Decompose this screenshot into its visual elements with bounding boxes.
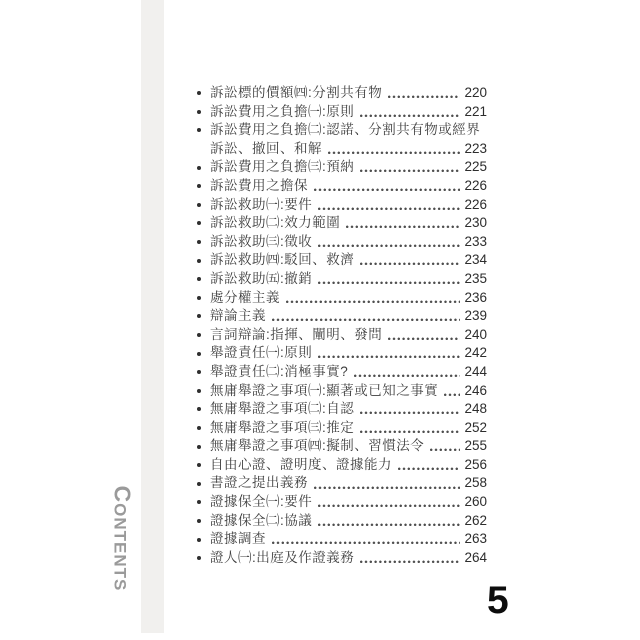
toc-entry-page: 230 (464, 215, 487, 231)
toc-entry (193, 233, 487, 252)
toc-entry-page: 220 (464, 85, 487, 100)
dotted-leader (328, 151, 460, 155)
toc-entry (193, 419, 487, 438)
bullet-icon (197, 519, 201, 523)
dotted-leader (318, 281, 460, 285)
toc-entry-page: 221 (464, 103, 487, 119)
toc-entry (193, 270, 487, 289)
toc-entry-page: 239 (464, 308, 487, 324)
toc-entry (193, 103, 487, 122)
bullet-icon (197, 314, 201, 318)
bullet-icon (197, 240, 201, 244)
bullet-icon (197, 277, 201, 281)
toc-entry-title: 訴訟救助㈢:徵收 (210, 233, 313, 249)
toc-entry-page: 240 (464, 326, 487, 342)
bullet-icon (197, 370, 201, 374)
toc-entry (193, 251, 487, 270)
toc-entry-title: 訴訟救助㈡:效力範圍 (210, 215, 341, 231)
toc-entry (193, 512, 487, 531)
dotted-leader (318, 207, 460, 211)
dotted-leader (360, 560, 460, 564)
toc-entry (193, 121, 487, 140)
bullet-icon (197, 221, 201, 225)
toc-entry-page: 255 (464, 438, 487, 454)
toc-entry (193, 363, 487, 382)
toc-entry-page: 252 (464, 419, 487, 435)
dotted-leader (346, 225, 460, 229)
toc-entry (193, 214, 487, 233)
toc-entry-title: 證據保全㈡:協議 (210, 512, 313, 528)
toc-entry-title: 訴訟費用之負擔㈡:認諾、分割共有物或經界 (210, 122, 481, 138)
toc-entry-title: 訴訟標的價額㈣:分割共有物 (210, 85, 383, 100)
toc-entry-page: 234 (464, 252, 487, 268)
toc-entry (193, 400, 487, 419)
toc-entry (193, 307, 487, 326)
toc-entry-title: 無庸舉證之事項㈢:推定 (210, 419, 355, 435)
dotted-leader (314, 188, 460, 192)
toc-entry (193, 382, 487, 401)
toc-entry (193, 177, 487, 196)
contents-vertical-label: CONTENTS (109, 485, 136, 592)
page-number: 5 (487, 579, 509, 622)
dotted-leader (318, 504, 460, 508)
bullet-icon (197, 463, 201, 467)
toc-entry-page: 244 (464, 363, 487, 379)
toc-entry (193, 84, 487, 103)
margin-strip (141, 0, 164, 633)
toc-entry-page: 236 (464, 289, 487, 305)
toc-entry-title: 無庸舉證之事項㈣:擬制、習慣法令 (210, 438, 425, 454)
bullet-icon (197, 407, 201, 411)
toc-entry-continuation (193, 140, 487, 159)
bullet-icon (197, 203, 201, 207)
dotted-leader (360, 262, 460, 266)
toc-list (193, 84, 487, 567)
toc-entry (193, 549, 487, 568)
bullet-icon (197, 556, 201, 560)
toc-entry-title: 訴訟費用之擔保 (210, 177, 308, 193)
bullet-icon (197, 333, 201, 337)
toc-entry-title: 書證之提出義務 (210, 475, 308, 491)
toc-entry-page: 242 (464, 345, 487, 361)
toc-entry-page: 225 (464, 159, 487, 175)
dotted-leader (286, 300, 460, 304)
toc-entry-title: 證據保全㈠:要件 (210, 494, 313, 510)
dotted-leader (272, 318, 460, 322)
bullet-icon (197, 166, 201, 170)
toc-entry (193, 158, 487, 177)
toc-entry (193, 344, 487, 363)
toc-entry-title: 訴訟費用之負擔㈢:預納 (210, 159, 355, 175)
dotted-leader (272, 541, 460, 545)
bullet-icon (197, 500, 201, 504)
toc-entry-title: 證人㈠:出庭及作證義務 (210, 549, 355, 565)
dotted-leader (318, 244, 460, 248)
dotted-leader (444, 393, 460, 397)
bullet-icon (197, 259, 201, 263)
bullet-icon (197, 296, 201, 300)
toc-entry-title: 舉證責任㈠:原則 (210, 345, 313, 361)
toc-entry (193, 289, 487, 308)
bullet-icon (197, 128, 201, 132)
dotted-leader (360, 169, 460, 173)
toc-entry-title: 言詞辯論:指揮、闡明、發問 (210, 326, 383, 342)
toc-entry-title: 訴訟救助㈠:要件 (210, 196, 313, 212)
toc-entry-page: 235 (464, 270, 487, 286)
toc-entry-title: 自由心證、證明度、證據能力 (210, 456, 392, 472)
toc-entry-title: 訴訟費用之負擔㈠:原則 (210, 103, 355, 119)
toc-entry (193, 326, 487, 345)
toc-entry-page: 258 (464, 475, 487, 491)
bullet-icon (197, 352, 201, 356)
dotted-leader (388, 95, 460, 99)
bullet-icon (197, 184, 201, 188)
toc-entry-title: 無庸舉證之事項㈡:自認 (210, 401, 355, 417)
toc-entry-page: 226 (464, 196, 487, 212)
toc-entry-title: 辯論主義 (210, 308, 266, 324)
toc-entry (193, 196, 487, 215)
dotted-leader (314, 486, 460, 490)
toc-entry-title-line2: 訴訟、撤回、和解 (210, 140, 322, 156)
toc-entry-title: 訴訟救助㈣:駁回、救濟 (210, 252, 355, 268)
dotted-leader (318, 355, 460, 359)
toc-entry-page: 256 (464, 456, 487, 472)
toc-entry-title: 處分權主義 (210, 289, 280, 305)
dotted-leader (360, 114, 460, 118)
toc-entry-title: 證據調查 (210, 531, 266, 547)
bullet-icon (197, 445, 201, 449)
bullet-icon (197, 91, 201, 95)
bullet-icon (197, 110, 201, 114)
toc-entry-page: 260 (464, 494, 487, 510)
toc-entry-title: 訴訟救助㈤:撤銷 (210, 270, 313, 286)
toc-entry (193, 474, 487, 493)
toc-entry-page: 264 (464, 549, 487, 565)
toc-entry (193, 456, 487, 475)
bullet-icon (197, 482, 201, 486)
bullet-icon (197, 426, 201, 430)
toc-entry (193, 530, 487, 549)
toc-entry-title: 無庸舉證之事項㈠:顯著或已知之事實 (210, 382, 439, 398)
toc-entry-page: 226 (464, 177, 487, 193)
toc-entry-page: 263 (464, 531, 487, 547)
toc-entry-page: 233 (464, 233, 487, 249)
dotted-leader (354, 374, 460, 378)
toc-entry (193, 493, 487, 512)
toc-entry (193, 437, 487, 456)
dotted-leader (360, 430, 460, 434)
dotted-leader (318, 523, 460, 527)
toc-entry-page: 262 (464, 512, 487, 528)
dotted-leader (430, 448, 460, 452)
dotted-leader (360, 411, 460, 415)
toc-entry-page: 223 (464, 140, 487, 156)
toc-entry-page: 246 (464, 382, 487, 398)
bullet-icon (197, 389, 201, 393)
toc-entry-title: 舉證責任㈡:消極事實? (210, 363, 349, 379)
dotted-leader (398, 467, 460, 471)
dotted-leader (388, 337, 460, 341)
toc-entry-page: 248 (464, 401, 487, 417)
bullet-icon (197, 538, 201, 542)
